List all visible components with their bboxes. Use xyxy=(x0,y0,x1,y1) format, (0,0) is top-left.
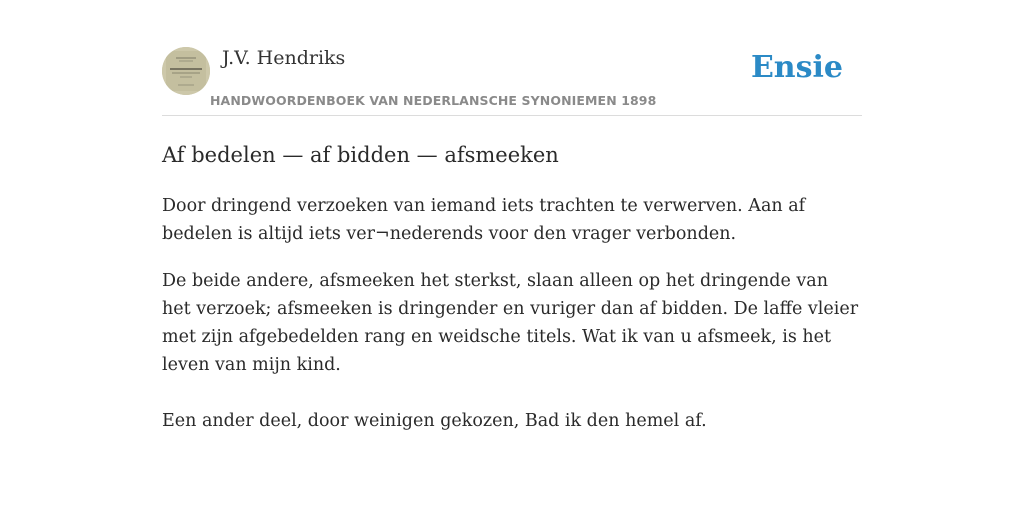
source-title[interactable]: HANDWOORDENBOEK VAN NEDERLANSCHE SYNONIEMEN 1898 xyxy=(210,93,657,108)
entry-header xyxy=(162,46,862,116)
book-cover-avatar[interactable] xyxy=(162,47,210,95)
entry-quote: Een ander deel, door weinigen gekozen, Bad ik den hemel af. xyxy=(162,411,707,431)
author-name[interactable]: J.V. Hendriks xyxy=(222,47,346,69)
entry-title: Af bedelen — af bidden — afsmeeken xyxy=(162,143,559,167)
entry-paragraph: De beide andere, afsmeeken het sterkst, slaan alleen op het dringende van het verzoek; afsmeeken is dringender en vuriger dan af bidden. De laffe vleier met zijn afgebedelden rang en weidsche titels. Wat ik van u afsmeek, is het leven van mijn kind. xyxy=(162,271,859,375)
ensie-logo[interactable]: Ensie xyxy=(750,50,843,85)
entry-card xyxy=(162,46,862,435)
entry-paragraph: Door dringend verzoeken van iemand iets trachten te verwerven. Aan af bedelen is altijd iets ver¬nederends voor den vrager verbonden. xyxy=(162,196,806,244)
book-cover-icon xyxy=(162,47,210,95)
